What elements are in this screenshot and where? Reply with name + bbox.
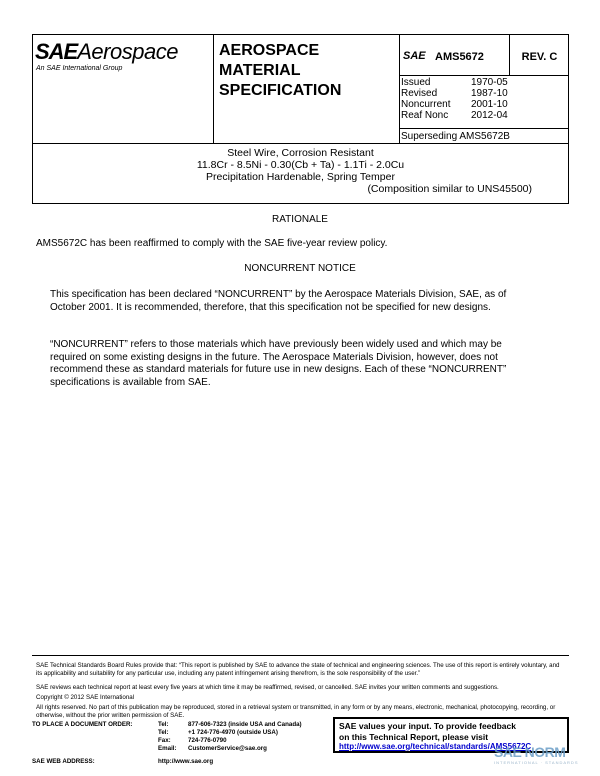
composition-note: (Composition similar to UNS45500) [367,183,532,195]
order-contacts [32,721,348,766]
watermark-text: SAE NORM [494,744,566,760]
contact-value: 877-606-7323 (inside USA and Canada) [188,721,302,728]
header-divider [399,128,568,129]
logo-aerospace-text: Aerospace [77,39,178,64]
footer-rule [32,655,569,656]
contact-key: Fax: [158,737,171,744]
title-line: SPECIFICATION [219,82,342,99]
logo-subtitle: An SAE International Group [36,65,123,72]
footer-review-text: SAE reviews each technical report at least every five years at which time it may be reaffirmed, revised, or cancelled. SAE invites your written comments and suggestions. [36,684,499,691]
title-line: MATERIAL [219,62,301,79]
date-value: 1987-10 [471,88,508,99]
material-title-line: Steel Wire, Corrosion Resistant [227,147,374,159]
header-table [32,34,569,144]
date-row [401,88,511,99]
date-row [401,77,511,88]
contact-key: Tel: [158,729,169,736]
web-address-link[interactable]: http://www.sae.org [158,758,214,765]
date-label: Revised [401,88,438,99]
date-value: 2001-10 [471,99,508,110]
contact-key: Tel: [158,721,169,728]
contact-email[interactable]: CustomerService@sae.org [188,745,267,752]
document-type-title [219,41,419,101]
date-label: Noncurrent [401,99,451,110]
material-title-box [32,143,569,204]
notice-paragraph-2: “NONCURRENT” refers to those materials which have previously been widely used and which may be required on some existing designs in the future. The Aerospace Materials Division, however, does not recommend these as standard materials for future use in new designs. Each of these “NONCURRENT” specifications is available from SAE. [50,339,507,388]
title-line: AEROSPACE [219,42,320,59]
revision-label: REV. C [521,51,558,63]
header-divider [399,75,568,76]
contact-key: Email: [158,745,177,752]
sae-mini-logo: SAE [403,50,426,62]
order-label: TO PLACE A DOCUMENT ORDER: [32,721,133,728]
footer-copyright: Copyright © 2012 SAE International [36,694,135,701]
date-row [401,99,511,110]
superseding-note: Superseding AMS5672B [401,131,510,142]
date-list [401,77,511,121]
watermark-subtext: INTERNATIONAL · STANDARDS [494,760,579,765]
date-label: Reaf Nonc [401,110,449,121]
date-value: 1970-05 [471,77,508,88]
footer-rules-text: SAE Technical Standards Board Rules provide that: “This report is published by SAE to advance the state of technical and engineering sciences. The use of this report is entirely voluntary, and its applicability and suitability for any particular use, including any patent infringement arising therefrom, is the sole responsibility of the user.” [36,662,560,677]
ams-number: AMS5672 [435,51,484,63]
sae-norm-watermark [494,744,579,765]
contact-value: +1 724-776-4970 (outside USA) [188,729,278,736]
sae-aerospace-logo [35,39,215,79]
rationale-heading: RATIONALE [272,214,328,225]
date-label: Issued [401,77,431,88]
date-row [401,110,511,121]
feedback-text: SAE values your input. To provide feedback [339,721,516,731]
contact-value: 724-776-0790 [188,737,227,744]
rationale-text: AMS5672C has been reaffirmed to comply with the SAE five-year review policy. [36,238,388,249]
logo-sae-text: SAE [35,39,78,64]
web-label: SAE WEB ADDRESS: [32,758,95,765]
material-temper: Precipitation Hardenable, Spring Temper [206,171,395,183]
material-composition: 11.8Cr - 8.5Ni - 0.30(Cb + Ta) - 1.1Ti - 2.0Cu [196,159,405,171]
notice-paragraph-1: This specification has been declared “NONCURRENT” by the Aerospace Materials Division, SAE, as of October 2001. It is recommended, therefore, that this specification not be specified for new designs. [50,289,507,313]
date-value: 2012-04 [471,110,508,121]
header-divider [509,35,510,75]
feedback-link[interactable]: http://www.sae.org/technical/standards/AMS5672C [339,742,532,751]
feedback-text: on this Technical Report, please visit [339,731,489,742]
footer-rights-text: All rights reserved. No part of this publication may be reproduced, stored in a retrieval system or transmitted, in any form or by any means, electronic, mechanical, photocopying, recording, or otherwise, without the prior written permission of SAE. [36,704,556,719]
noncurrent-heading: NONCURRENT NOTICE [244,263,356,274]
